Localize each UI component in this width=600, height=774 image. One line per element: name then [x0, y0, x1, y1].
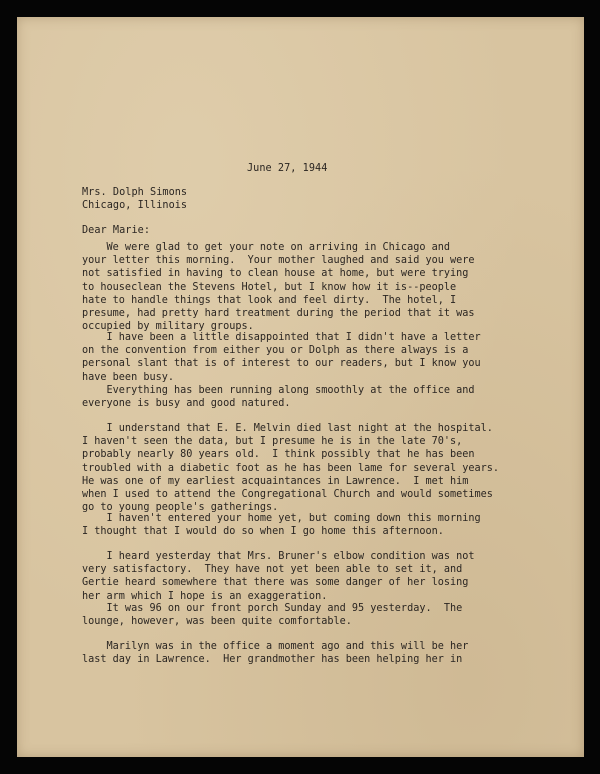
body-line: hate to handle things that look and feel dirty. The hotel, I: [82, 294, 457, 306]
body-line: your letter this morning. Your mother laughed and said you were: [82, 255, 475, 267]
paragraph-2: [82, 331, 481, 384]
paragraph-3: [82, 384, 475, 410]
body-line: I heard yesterday that Mrs. Bruner's elbow condition was not: [82, 551, 475, 562]
body-line: lounge, however, was been quite comfortable.: [82, 616, 352, 628]
salutation: Dear Marie:: [82, 225, 151, 236]
body-line: Marilyn was in the office a moment ago and this will be her: [82, 641, 469, 652]
recipient-name: Mrs. Dolph Simons: [82, 187, 188, 198]
body-line: I thought that I would do so when I go home this afternoon.: [82, 526, 444, 538]
body-line: have been busy.: [82, 371, 175, 383]
body-line: I haven't entered your home yet, but coming down this morning: [82, 513, 481, 524]
paragraph-5: [82, 512, 481, 538]
body-line: last day in Lawrence. Her grandmother has been helping her in: [82, 654, 463, 666]
paragraph-4: [82, 422, 499, 514]
body-line: to houseclean the Stevens Hotel, but I know how it is--people: [82, 281, 457, 293]
paragraph-8: [82, 640, 468, 666]
paragraph-7: [82, 602, 462, 628]
body-line: I understand that E. E. Melvin died last night at the hospital.: [82, 423, 493, 434]
body-line: It was 96 on our front porch Sunday and 95 yesterday. The: [82, 603, 463, 614]
body-line: her arm which I hope is an exaggeration.: [82, 590, 328, 602]
body-line: Gertie heard somewhere that there was some danger of her losing: [82, 577, 469, 589]
body-line: when I used to attend the Congregational Church and would sometimes: [82, 488, 493, 500]
paragraph-6: [82, 550, 475, 603]
body-line: occupied by military groups.: [82, 321, 254, 333]
body-line: go to young people's gatherings.: [82, 502, 279, 514]
body-line: personal slant that is of interest to our readers, but I know you: [82, 358, 481, 370]
letter-date: June 27, 1944: [247, 163, 328, 174]
body-line: everyone is busy and good natured.: [82, 398, 291, 410]
body-line: Everything has been running along smoothly at the office and: [82, 385, 475, 396]
body-line: on the convention from either you or Dolph as there always is a: [82, 345, 469, 357]
body-line: troubled with a diabetic foot as he has been lame for several years.: [82, 462, 500, 474]
paragraph-1: [82, 241, 475, 333]
body-line: very satisfactory. They have not yet been able to set it, and: [82, 564, 463, 576]
body-line: probably nearly 80 years old. I think possibly that he has been: [82, 449, 475, 461]
body-line: He was one of my earliest acquaintances in Lawrence. I met him: [82, 475, 469, 487]
body-line: not satisfied in having to clean house at home, but were trying: [82, 268, 469, 280]
body-line: I have been a little disappointed that I didn't have a letter: [82, 332, 481, 343]
body-line: We were glad to get your note on arriving in Chicago and: [82, 242, 451, 253]
recipient-city: Chicago, Illinois: [82, 200, 188, 211]
body-line: I haven't seen the data, but I presume he is in the late 70's,: [82, 436, 463, 448]
body-line: presume, had pretty hard treatment during the period that it was: [82, 307, 475, 319]
